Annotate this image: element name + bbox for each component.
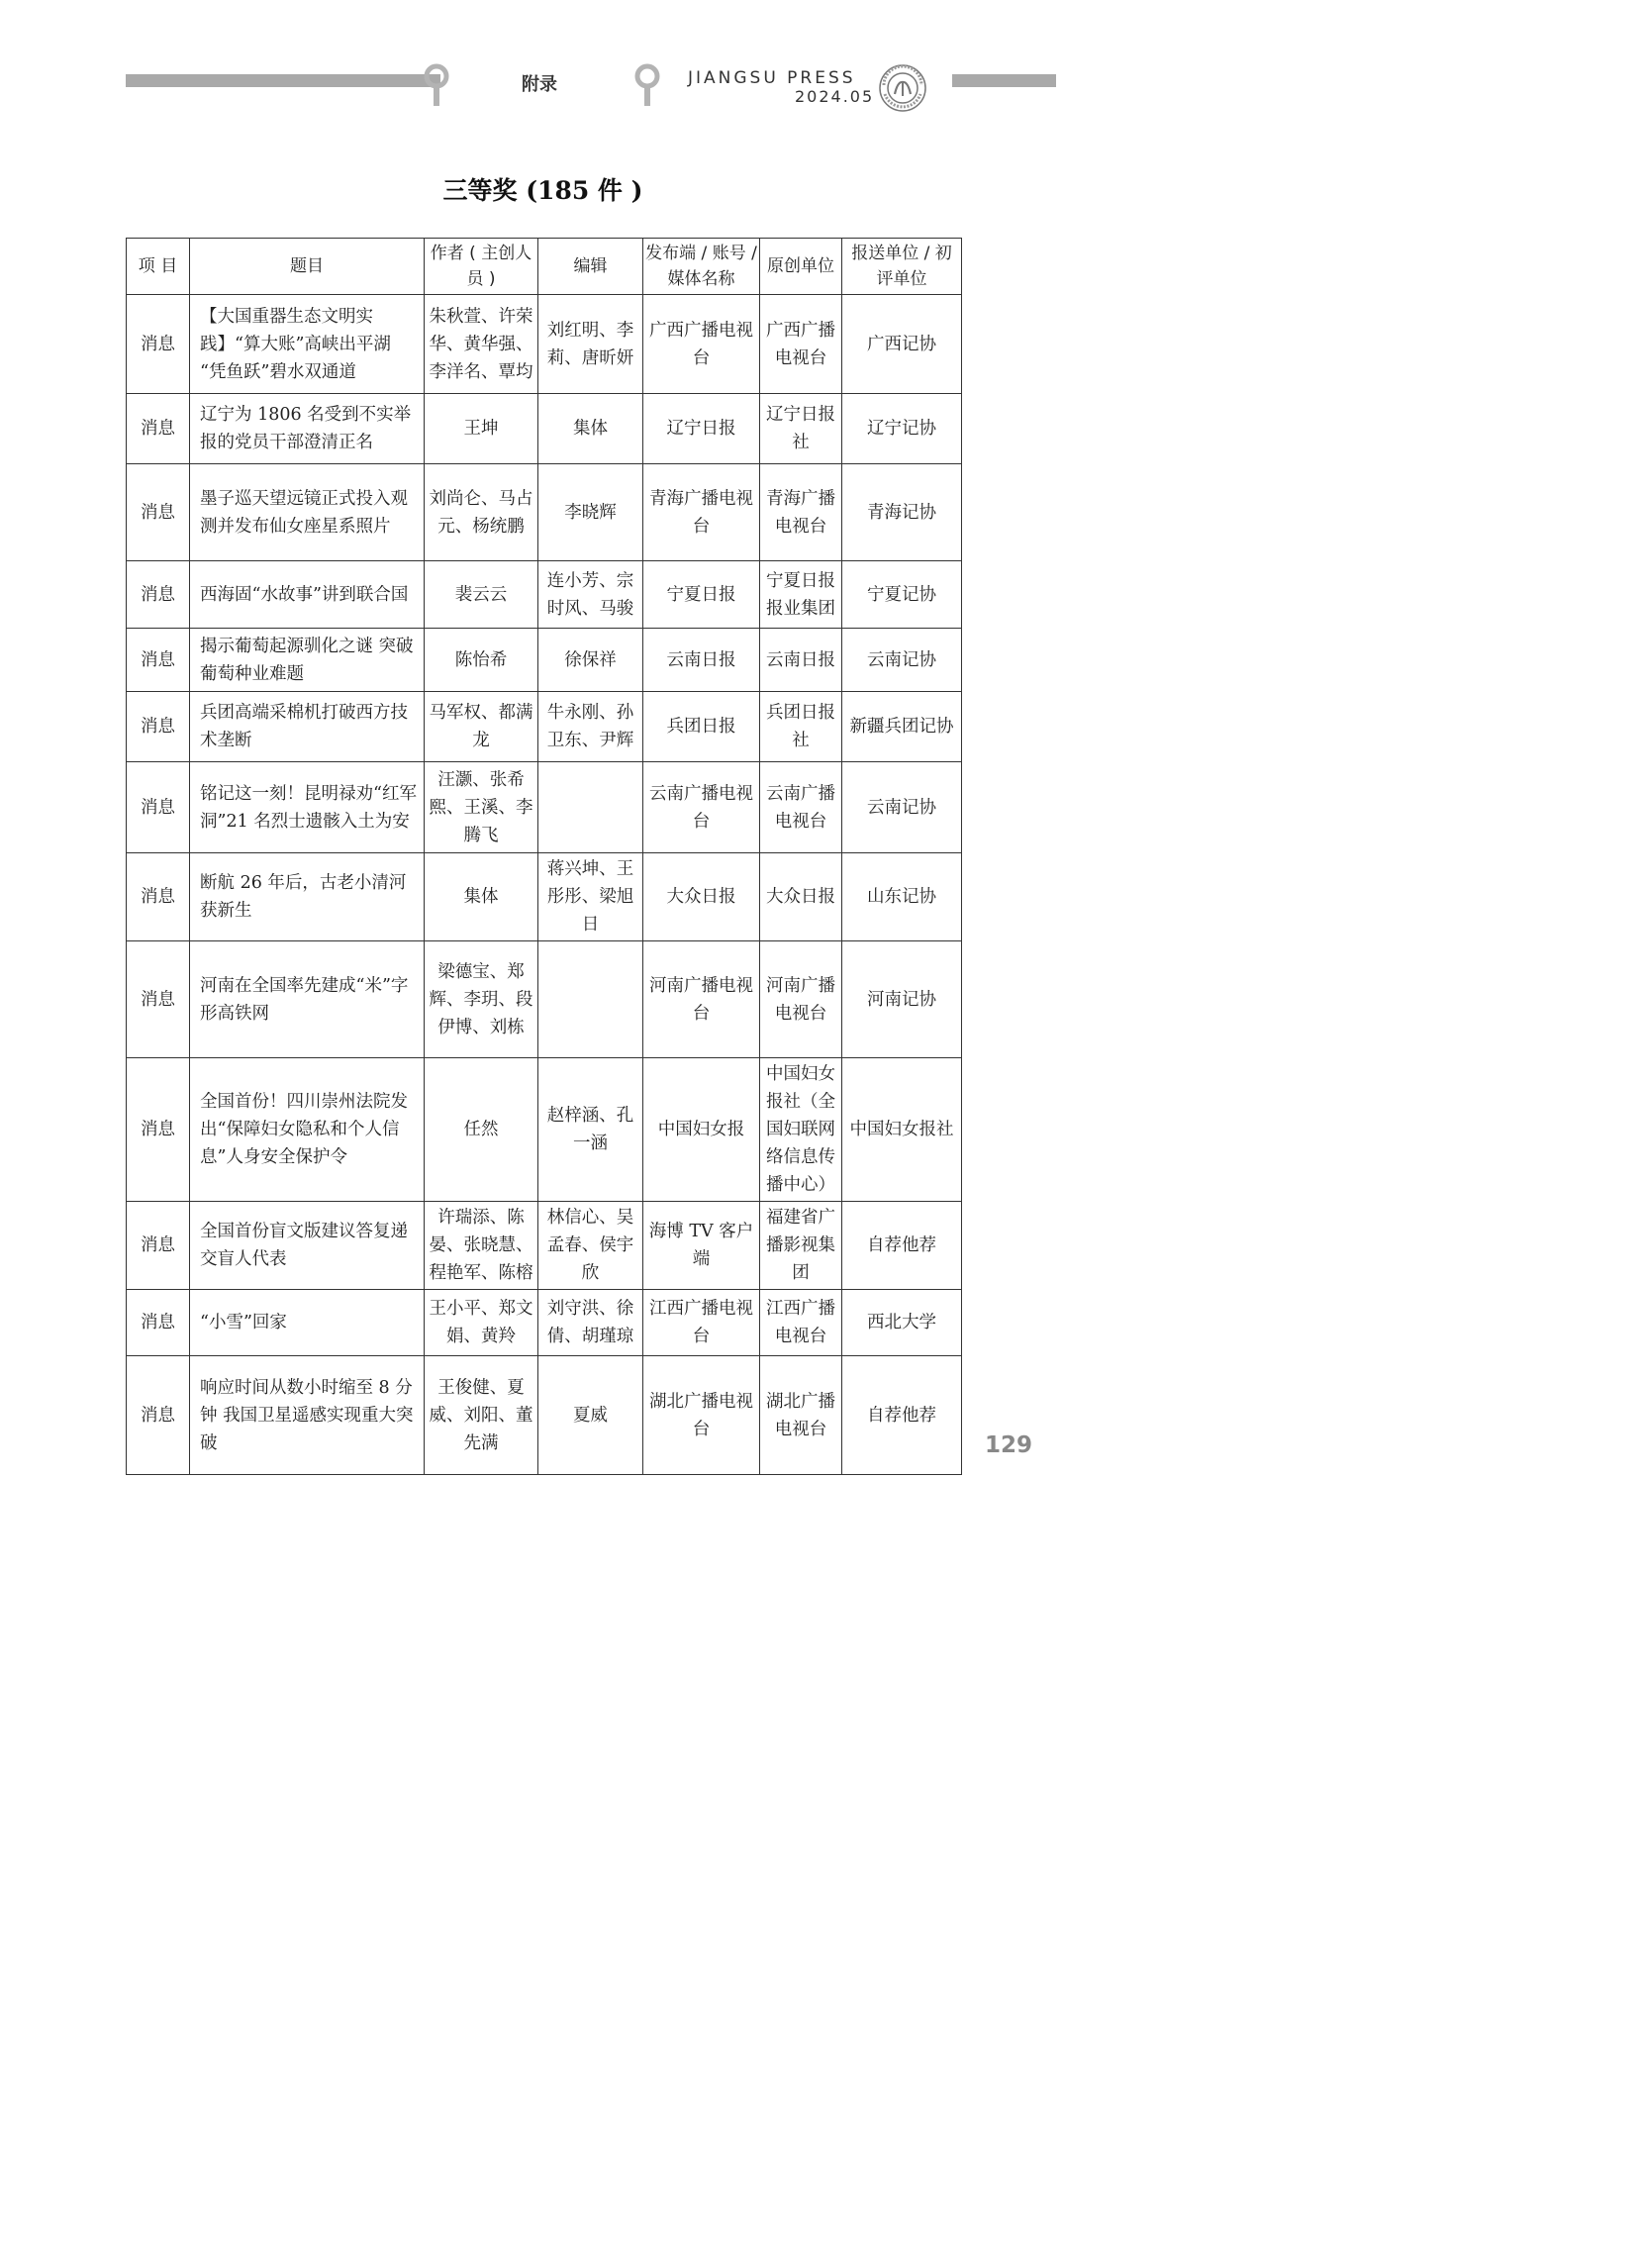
column-header: 编辑 bbox=[538, 239, 643, 295]
cell-type: 消息 bbox=[127, 1356, 190, 1475]
cell-title: 响应时间从数小时缩至 8 分钟 我国卫星遥感实现重大突破 bbox=[190, 1356, 425, 1475]
cell-editor: 赵梓涵、孔一涵 bbox=[538, 1058, 643, 1202]
cell-type: 消息 bbox=[127, 762, 190, 853]
cell-title: 全国首份盲文版建议答复递交盲人代表 bbox=[190, 1202, 425, 1290]
cell-editor: 集体 bbox=[538, 394, 643, 464]
cell-title: 断航 26 年后，古老小清河获新生 bbox=[190, 853, 425, 941]
cell-editor: 夏威 bbox=[538, 1356, 643, 1475]
cell-title: 揭示葡萄起源驯化之谜 突破葡萄种业难题 bbox=[190, 629, 425, 692]
cell-submitter: 自荐他荐 bbox=[842, 1202, 962, 1290]
awards-table bbox=[126, 238, 962, 1475]
cell-editor: 林信心、吴孟春、侯宇欣 bbox=[538, 1202, 643, 1290]
cell-author: 马军权、都满龙 bbox=[425, 692, 538, 762]
cell-title: 辽宁为 1806 名受到不实举报的党员干部澄清正名 bbox=[190, 394, 425, 464]
cell-author: 朱秋萱、许荣华、黄华强、李洋名、覃均 bbox=[425, 295, 538, 394]
cell-origin: 湖北广播电视台 bbox=[760, 1356, 842, 1475]
table-row bbox=[127, 1058, 962, 1202]
header-bar-left bbox=[126, 74, 440, 87]
table-row bbox=[127, 762, 962, 853]
pin-icon bbox=[634, 63, 660, 107]
table-row bbox=[127, 692, 962, 762]
table-row bbox=[127, 295, 962, 394]
cell-publisher: 云南广播电视台 bbox=[643, 762, 760, 853]
cell-origin: 青海广播电视台 bbox=[760, 464, 842, 561]
table-row bbox=[127, 1290, 962, 1356]
cell-title: 【大国重器生态文明实践】“算大账”高峡出平湖 “凭鱼跃”碧水双通道 bbox=[190, 295, 425, 394]
table-row bbox=[127, 561, 962, 629]
pin-icon bbox=[424, 63, 449, 107]
cell-origin: 云南日报 bbox=[760, 629, 842, 692]
cell-title: 河南在全国率先建成“米”字形高铁网 bbox=[190, 941, 425, 1058]
cell-editor: 牛永刚、孙卫东、尹辉 bbox=[538, 692, 643, 762]
header-bar-right bbox=[952, 74, 1056, 87]
cell-editor: 徐保祥 bbox=[538, 629, 643, 692]
cell-submitter: 云南记协 bbox=[842, 629, 962, 692]
cell-publisher: 中国妇女报 bbox=[643, 1058, 760, 1202]
cell-title: 全国首份！四川崇州法院发出“保障妇女隐私和个人信息”人身安全保护令 bbox=[190, 1058, 425, 1202]
table-row bbox=[127, 1356, 962, 1475]
cell-author: 王俊健、夏威、刘阳、董先满 bbox=[425, 1356, 538, 1475]
cell-publisher: 河南广播电视台 bbox=[643, 941, 760, 1058]
cell-submitter: 宁夏记协 bbox=[842, 561, 962, 629]
cell-submitter: 新疆兵团记协 bbox=[842, 692, 962, 762]
cell-origin: 宁夏日报报业集团 bbox=[760, 561, 842, 629]
cell-publisher: 兵团日报 bbox=[643, 692, 760, 762]
cell-editor bbox=[538, 941, 643, 1058]
page-title: 三等奖 (185 件 ) bbox=[442, 176, 643, 205]
column-header: 题目 bbox=[190, 239, 425, 295]
cell-title: 兵团高端采棉机打破西方技术垄断 bbox=[190, 692, 425, 762]
column-header: 原创单位 bbox=[760, 239, 842, 295]
cell-author: 裴云云 bbox=[425, 561, 538, 629]
cell-publisher: 海博 TV 客户端 bbox=[643, 1202, 760, 1290]
cell-submitter: 山东记协 bbox=[842, 853, 962, 941]
cell-editor: 连小芳、宗时风、马骏 bbox=[538, 561, 643, 629]
cell-title: 铭记这一刻！昆明禄劝“红军洞”21 名烈士遗骸入土为安 bbox=[190, 762, 425, 853]
cell-author: 梁德宝、郑辉、李玥、段伊博、刘栋 bbox=[425, 941, 538, 1058]
cell-type: 消息 bbox=[127, 853, 190, 941]
header-press-name: JIANGSU PRESS bbox=[688, 68, 856, 88]
cell-editor: 李晓辉 bbox=[538, 464, 643, 561]
cell-type: 消息 bbox=[127, 464, 190, 561]
table-row bbox=[127, 941, 962, 1058]
cell-title: 墨子巡天望远镜正式投入观测并发布仙女座星系照片 bbox=[190, 464, 425, 561]
cell-type: 消息 bbox=[127, 629, 190, 692]
cell-publisher: 江西广播电视台 bbox=[643, 1290, 760, 1356]
header-issue-date: 2024.05 bbox=[795, 87, 875, 106]
cell-author: 集体 bbox=[425, 853, 538, 941]
cell-author: 刘尚仑、马占元、杨统鹏 bbox=[425, 464, 538, 561]
cell-publisher: 湖北广播电视台 bbox=[643, 1356, 760, 1475]
cell-author: 任然 bbox=[425, 1058, 538, 1202]
page-number: 129 bbox=[985, 1432, 1033, 1458]
cell-editor: 蒋兴坤、王彤彤、梁旭日 bbox=[538, 853, 643, 941]
cell-type: 消息 bbox=[127, 1058, 190, 1202]
cell-origin: 大众日报 bbox=[760, 853, 842, 941]
cell-publisher: 辽宁日报 bbox=[643, 394, 760, 464]
cell-origin: 江西广播电视台 bbox=[760, 1290, 842, 1356]
cell-author: 王坤 bbox=[425, 394, 538, 464]
table-row bbox=[127, 1202, 962, 1290]
cell-origin: 中国妇女报社（全国妇联网络信息传播中心） bbox=[760, 1058, 842, 1202]
cell-type: 消息 bbox=[127, 692, 190, 762]
cell-type: 消息 bbox=[127, 1290, 190, 1356]
cell-submitter: 云南记协 bbox=[842, 762, 962, 853]
cell-publisher: 广西广播电视台 bbox=[643, 295, 760, 394]
cell-type: 消息 bbox=[127, 561, 190, 629]
column-header: 报送单位 / 初评单位 bbox=[842, 239, 962, 295]
table-row bbox=[127, 464, 962, 561]
cell-title: 西海固“水故事”讲到联合国 bbox=[190, 561, 425, 629]
column-header: 作者 ( 主创人员 ) bbox=[425, 239, 538, 295]
cell-type: 消息 bbox=[127, 1202, 190, 1290]
cell-submitter: 青海记协 bbox=[842, 464, 962, 561]
association-seal-icon bbox=[878, 63, 927, 113]
cell-author: 汪灏、张希熙、王溪、李腾飞 bbox=[425, 762, 538, 853]
cell-submitter: 辽宁记协 bbox=[842, 394, 962, 464]
cell-publisher: 云南日报 bbox=[643, 629, 760, 692]
cell-submitter: 西北大学 bbox=[842, 1290, 962, 1356]
cell-editor bbox=[538, 762, 643, 853]
cell-submitter: 中国妇女报社 bbox=[842, 1058, 962, 1202]
table-row bbox=[127, 853, 962, 941]
cell-editor: 刘红明、李莉、唐昕妍 bbox=[538, 295, 643, 394]
cell-origin: 河南广播电视台 bbox=[760, 941, 842, 1058]
cell-origin: 兵团日报社 bbox=[760, 692, 842, 762]
header-section-label: 附录 bbox=[522, 74, 557, 95]
column-header: 项 目 bbox=[127, 239, 190, 295]
cell-origin: 福建省广播影视集团 bbox=[760, 1202, 842, 1290]
cell-publisher: 大众日报 bbox=[643, 853, 760, 941]
cell-publisher: 青海广播电视台 bbox=[643, 464, 760, 561]
cell-title: “小雪”回家 bbox=[190, 1290, 425, 1356]
cell-origin: 辽宁日报社 bbox=[760, 394, 842, 464]
cell-type: 消息 bbox=[127, 295, 190, 394]
cell-submitter: 广西记协 bbox=[842, 295, 962, 394]
table-row bbox=[127, 629, 962, 692]
cell-type: 消息 bbox=[127, 941, 190, 1058]
cell-editor: 刘守洪、徐倩、胡瑾琼 bbox=[538, 1290, 643, 1356]
cell-author: 王小平、郑文娟、黄羚 bbox=[425, 1290, 538, 1356]
table-header-row bbox=[127, 239, 962, 295]
cell-submitter: 自荐他荐 bbox=[842, 1356, 962, 1475]
column-header: 发布端 / 账号 / 媒体名称 bbox=[643, 239, 760, 295]
cell-origin: 云南广播电视台 bbox=[760, 762, 842, 853]
cell-type: 消息 bbox=[127, 394, 190, 464]
cell-author: 许瑞添、陈晏、张晓慧、程艳军、陈榕 bbox=[425, 1202, 538, 1290]
table-row bbox=[127, 394, 962, 464]
cell-publisher: 宁夏日报 bbox=[643, 561, 760, 629]
cell-origin: 广西广播电视台 bbox=[760, 295, 842, 394]
cell-submitter: 河南记协 bbox=[842, 941, 962, 1058]
cell-author: 陈怡希 bbox=[425, 629, 538, 692]
